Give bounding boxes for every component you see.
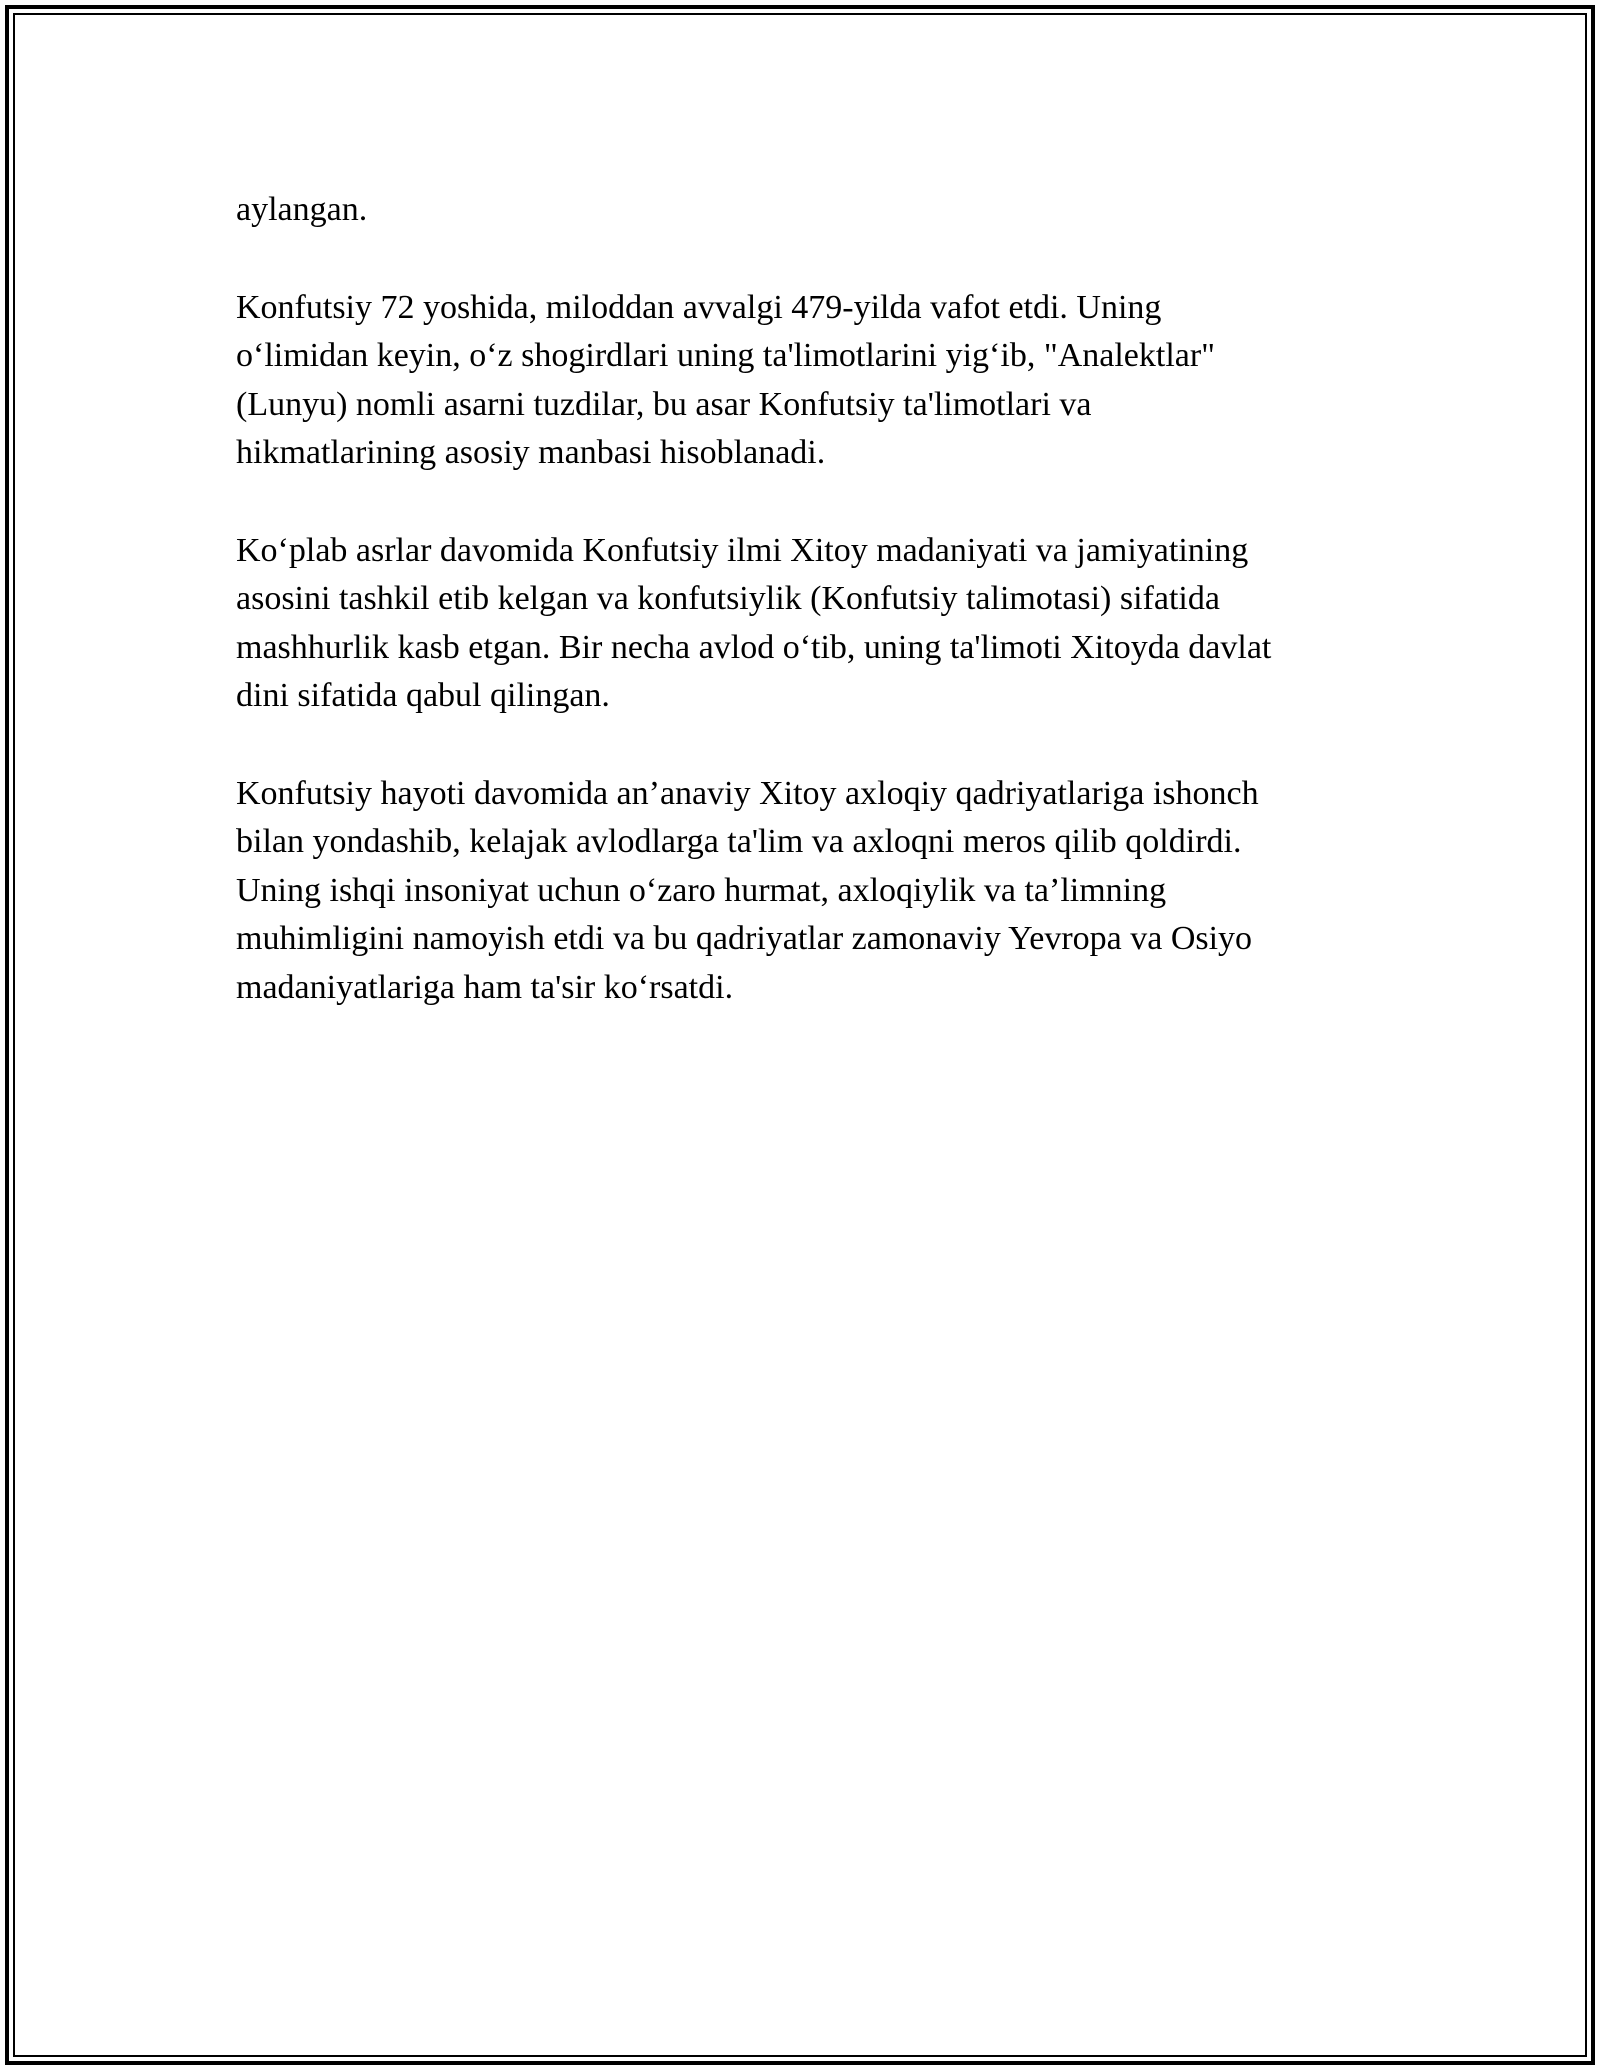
text-line: muhimligini namoyish etdi va bu qadriyatlar zamonaviy Yevropa va Osiyo — [236, 920, 1253, 957]
text-line: Uning ishqi insoniyat uchun o‘zaro hurmat, axloqiylik va ta’limning — [236, 871, 1167, 909]
text-line: hikmatlarining asosiy manbasi hisoblanadi. — [236, 434, 826, 471]
text-line: madaniyatlariga ham ta'sir ko‘rsatdi. — [236, 968, 734, 1006]
paragraph-2 — [236, 284, 1366, 478]
text-line: Konfutsiy hayoti davomida an’anaviy Xitoy axloqiy qadriyatlariga ishonch — [236, 774, 1259, 812]
text-line: dini sifatida qabul qilingan. — [236, 677, 610, 714]
text-line: Ko‘plab asrlar davomida Konfutsiy ilmi Xitoy madaniyati va jamiyatining — [236, 531, 1249, 569]
text-line: o‘limidan keyin, o‘z shogirdlari uning ta'limotlarini yig‘ib, "Analektlar" — [236, 337, 1216, 374]
text-line: Konfutsiy 72 yoshida, miloddan avvalgi 479-yilda vafot etdi. Uning — [236, 288, 1162, 326]
paragraph-4 — [236, 770, 1366, 1013]
text-line: asosini tashkil etib kelgan va konfutsiylik (Konfutsiy talimotasi) sifatida — [236, 580, 1220, 617]
text-line: mashhurlik kasb etgan. Bir necha avlod o‘tib, uning ta'limoti Xitoyda davlat — [236, 628, 1272, 666]
text-line: (Lunyu) nomli asarni tuzdilar, bu asar Konfutsiy ta'limotlari va — [236, 385, 1092, 423]
document-body — [236, 186, 1366, 1061]
text-line: bilan yondashib, kelajak avlodlarga ta'lim va axloqni meros qilib qoldirdi. — [236, 823, 1242, 860]
paragraph-3 — [236, 527, 1366, 721]
text-line: aylangan. — [236, 191, 368, 228]
paragraph-1 — [236, 186, 1366, 235]
